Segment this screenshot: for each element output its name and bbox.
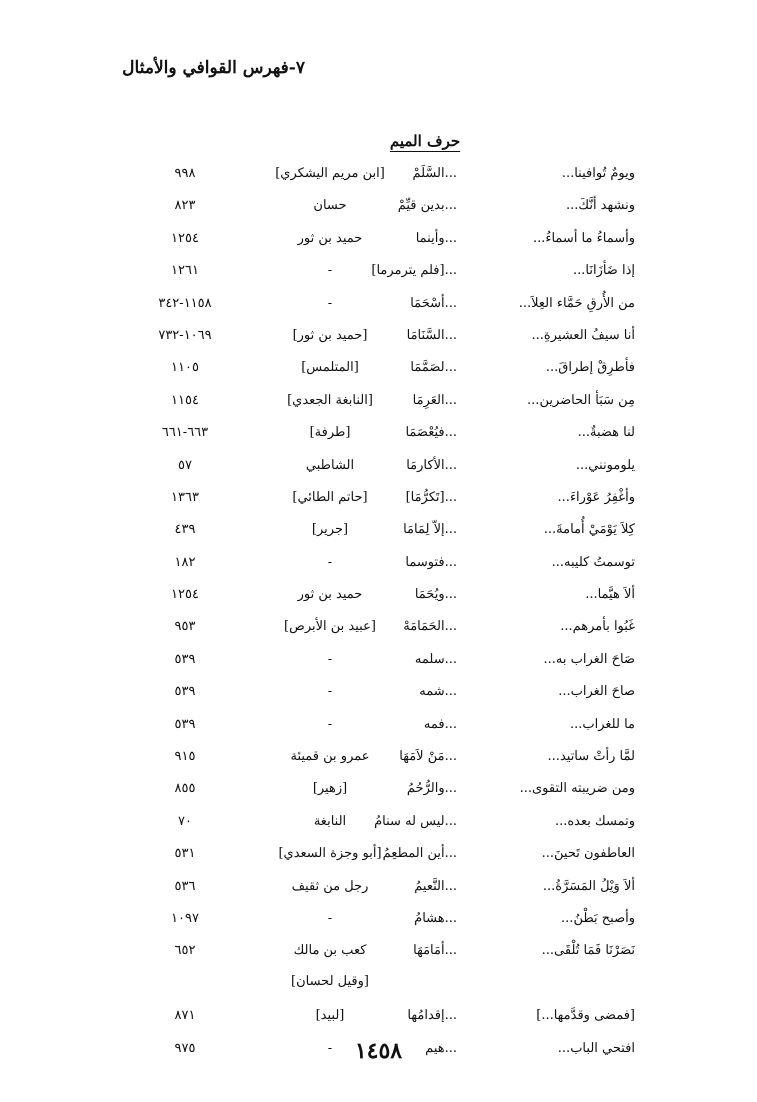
page-reference: ٥٣٩ <box>174 651 196 667</box>
poet-name: - <box>327 263 333 279</box>
poet-name: [حاتم الطائي] <box>292 489 368 505</box>
poet-name: حميد بن ثور <box>297 230 363 246</box>
poet-name: - <box>327 716 333 732</box>
rhyme-word: ...هشامُ <box>414 910 457 926</box>
verse-fragment: العاطفون تَحينَ... <box>541 846 635 862</box>
poet-name: النابغة <box>313 813 347 829</box>
index-row <box>0 646 757 678</box>
page-reference: ٩٩٨ <box>174 166 196 181</box>
rhyme-word: ...مَنْ لاَمَهَا <box>399 749 457 765</box>
index-row <box>0 678 757 710</box>
section-title: حرف الميم <box>389 132 461 150</box>
page-reference: ٩٥٣ <box>174 619 196 635</box>
page-reference: ٩١٥ <box>174 749 196 765</box>
rhyme-word: ...سلمه <box>414 651 457 667</box>
page-reference: ٥٣٩ <box>174 716 196 732</box>
index-row <box>0 1002 757 1034</box>
page-reference: ١٢٥٤ <box>171 230 199 246</box>
verse-fragment: صَاحَ الغراب به... <box>543 651 635 667</box>
rhyme-word: ...فمه <box>423 716 457 732</box>
rhyme-word: ...فيُعْصَمَا <box>405 425 457 441</box>
index-row <box>0 808 757 840</box>
index-row <box>0 322 757 354</box>
rhyme-word: ...أمَامَهَا <box>413 943 457 959</box>
page-reference: ٧٠ <box>178 813 192 829</box>
index-row <box>0 516 757 548</box>
poet-name: [وقيل لحسان] <box>291 973 369 989</box>
index-row <box>0 225 757 257</box>
verse-fragment: وأسماءُ ما أسماءُ... <box>532 230 635 246</box>
page-header: ٧-فهرس القوافي والأمثال <box>122 58 305 78</box>
page-reference: ١٢٥٤ <box>171 587 199 603</box>
index-row <box>0 387 757 419</box>
poet-name: - <box>327 910 333 926</box>
poet-name: [أبو وجزة السعدي] <box>278 846 382 862</box>
rhyme-word: ...أسْحَمَا <box>410 295 457 311</box>
poet-name: - <box>327 295 333 311</box>
rhyme-word: ...ويُحَمَا <box>414 587 457 603</box>
verse-fragment: افتحي الباب... <box>557 1040 635 1056</box>
page-reference: ٨٧١ <box>174 1008 196 1024</box>
rhyme-word: ...[تَكرُّمَا] <box>405 489 457 505</box>
poet-name: الشاطبي <box>305 457 355 473</box>
index-row <box>0 192 757 224</box>
index-row <box>0 775 757 807</box>
page-reference: ١١٠٥ <box>171 360 199 376</box>
index-row <box>0 290 757 322</box>
rhyme-word: ...الأكارمَا <box>406 457 457 473</box>
verse-fragment: من الأُرقِ حَمَّاء العِلاَ... <box>518 295 635 311</box>
rhyme-word: ...السَّنَامَا <box>406 327 457 343</box>
rhyme-word: ...السَّلَمْ <box>412 166 457 181</box>
verse-fragment: لمَّا رأتْ ساتيد... <box>547 749 635 765</box>
poet-name: [طرفة] <box>309 425 351 441</box>
page-reference: ٦٥٢ <box>174 943 196 959</box>
page-reference: ١١٥٨-٣٤٢ <box>158 295 212 311</box>
rhyme-word: ...الحَمَامَهْ <box>403 619 457 635</box>
rhyme-word: ...النَّعيمُ <box>414 878 457 894</box>
index-row <box>0 354 757 386</box>
verse-fragment: وأغْفِرُ عَوْراءَ... <box>557 489 635 505</box>
rhyme-word: ...ليس له سنامُ <box>374 813 457 829</box>
rhyme-word: ...أين المطعِمُ <box>382 846 457 862</box>
index-row <box>0 419 757 451</box>
page-reference: ٥٣٦ <box>174 878 196 894</box>
verse-fragment: ومن ضريبته التقوى... <box>519 781 635 797</box>
poet-name: رجل من ثقيف <box>291 878 369 894</box>
index-row <box>0 160 757 192</box>
page-reference: ١١٥٤ <box>171 392 199 408</box>
poet-name: [النابغة الجعدي] <box>287 392 373 408</box>
verse-fragment: لنا هضبةٌ... <box>577 425 635 441</box>
poet-name: [عبيد بن الأبرص] <box>284 619 376 635</box>
poet-name: [حميد بن ثور] <box>292 327 368 343</box>
rhyme-word: ...بدين قيِّمْ <box>397 198 457 214</box>
verse-fragment: وتمسك بعده... <box>554 813 635 829</box>
index-row <box>0 937 757 969</box>
poet-name: [ابن مريم اليشكري] <box>275 166 385 181</box>
poet-name: حسان <box>313 198 347 214</box>
page-reference: ٥٣١ <box>174 846 196 862</box>
rhyme-word: ...وأينما <box>415 230 457 246</box>
rhyme-word: ...فتوسما <box>405 554 457 570</box>
verse-fragment: فأطرِقْ إطراقَ... <box>545 360 635 376</box>
index-row <box>0 873 757 905</box>
rhyme-word: ...العَرِمَا <box>412 392 457 408</box>
verse-fragment: وأصبح بَطْنُ... <box>561 910 635 926</box>
poet-name: عمرو بن قميئة <box>290 749 370 765</box>
verse-fragment: توسمتُ كليبه... <box>551 554 635 570</box>
page-reference: ٥٧ <box>178 457 192 473</box>
poet-name: - <box>327 684 333 700</box>
verse-fragment: ألاَ وَيْلُ المَسَرَّةُ... <box>542 878 635 894</box>
index-row <box>0 257 757 289</box>
verse-fragment: كِلاَ يَوْمَيْ أُمامةَ... <box>543 522 635 538</box>
rhyme-word: ...[فلم يترمرما] <box>371 263 457 279</box>
page-reference: ٤٣٩ <box>174 522 196 538</box>
poet-name: - <box>327 1040 333 1056</box>
verse-fragment: إذا ضَأزَانَا... <box>572 263 635 279</box>
verse-fragment: ما للغراب... <box>569 716 635 732</box>
poet-name: [زهير] <box>312 781 348 797</box>
index-row <box>0 840 757 872</box>
index-row <box>0 711 757 743</box>
index-row <box>0 613 757 645</box>
poet-name: [المتلمس] <box>301 360 359 376</box>
page-reference: ٨٥٥ <box>174 781 196 797</box>
index-row <box>0 581 757 613</box>
rhyme-word: ...والرُّحُمُ <box>406 781 457 797</box>
page-reference: ١٠٦٩-٧٣٢ <box>158 327 212 343</box>
verse-fragment: [فمضى وقدَّمها...] <box>536 1008 635 1024</box>
poet-name: [جرير] <box>311 522 349 538</box>
poet-name: - <box>327 651 333 667</box>
verse-fragment: ويومٌ تُوافينا... <box>561 166 635 181</box>
verse-fragment: مِن سَبَأ الحاضرين... <box>527 392 635 408</box>
index-row <box>0 452 757 484</box>
verse-fragment: نَصَرْنَا فَمَا تُلْقَى... <box>541 943 635 959</box>
rhyme-word: ...إقدامُها <box>407 1008 457 1024</box>
page-number: ١٤٥٨ <box>354 1038 403 1064</box>
poet-name: [لبيد] <box>315 1008 345 1024</box>
rhyme-index-table <box>0 160 757 1067</box>
rhyme-word: ...هيم <box>425 1040 457 1056</box>
index-row <box>0 970 757 1002</box>
page-reference: ١٣٦٣ <box>171 489 199 505</box>
index-row <box>0 549 757 581</box>
rhyme-word: ...إلاّ لِمَامَا <box>403 522 457 538</box>
poet-name: - <box>327 554 333 570</box>
rhyme-word: ...شمه <box>419 684 457 700</box>
index-row <box>0 743 757 775</box>
page-reference: ٦٦٣-٦٦١ <box>161 425 209 441</box>
rhyme-word: ...لصَمَّمَا <box>410 360 457 376</box>
poet-name: حميد بن ثور <box>297 587 363 603</box>
page-reference: ١٨٢ <box>174 554 196 570</box>
verse-fragment: ونشهد أنَّكَ... <box>565 198 635 214</box>
page-reference: ٥٣٩ <box>174 684 196 700</box>
verse-fragment: أنا سيفُ العشيرةِ... <box>531 327 635 343</box>
verse-fragment: ألاَ هيَّما... <box>585 587 635 603</box>
verse-fragment: غَبُوا بأمرهم... <box>560 619 635 635</box>
page-reference: ١٢٦١ <box>171 263 199 279</box>
poet-name: كعب بن مالك <box>293 943 367 959</box>
page-reference: ٨٢٣ <box>174 198 196 214</box>
page-reference: ١٠٩٧ <box>171 910 199 926</box>
verse-fragment: يلومونني... <box>575 457 635 473</box>
verse-fragment: صاحَ الغراب... <box>558 684 635 700</box>
index-row <box>0 484 757 516</box>
index-row <box>0 905 757 937</box>
page-reference: ٩٧٥ <box>174 1040 196 1056</box>
